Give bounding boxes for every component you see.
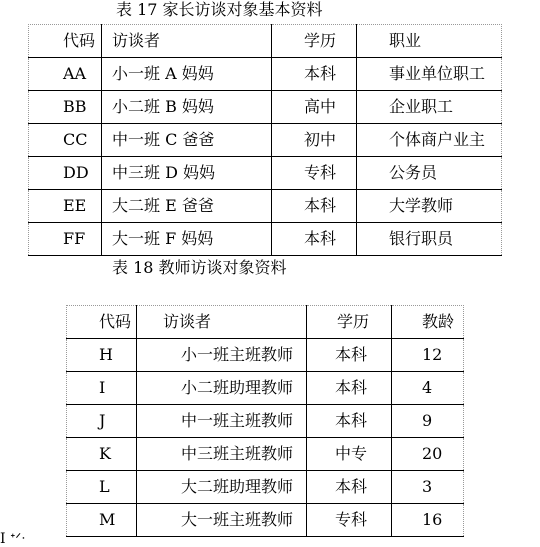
- table-row: [29, 58, 502, 91]
- table-cell: 小二班 B 妈妈: [102, 91, 272, 124]
- table-cell: 小一班 A 妈妈: [102, 58, 272, 91]
- table-cell: 20: [392, 438, 464, 471]
- table-cell: 中专: [307, 438, 392, 471]
- table-cell: 本科: [307, 405, 392, 438]
- table-cell: 16: [392, 504, 464, 537]
- parent-interviewee-table: [28, 24, 502, 256]
- table-cell: 初中: [272, 124, 357, 157]
- table-cell: 本科: [307, 372, 392, 405]
- table-cell: DD: [29, 157, 102, 190]
- table-header-row: [67, 306, 464, 339]
- header-teaching-years: 教龄: [392, 306, 464, 339]
- table-cell: 本科: [272, 190, 357, 223]
- header-education: 学历: [307, 306, 392, 339]
- table-cell: 专科: [307, 504, 392, 537]
- table-cell: 事业单位职工: [357, 58, 502, 91]
- table-cell: 本科: [307, 471, 392, 504]
- header-education: 学历: [272, 25, 357, 58]
- table-cell: 中三班主班教师: [137, 438, 307, 471]
- table-row: [29, 190, 502, 223]
- table-row: [29, 223, 502, 256]
- table-row: [67, 339, 464, 372]
- table-cell: 9: [392, 405, 464, 438]
- table-row: [29, 91, 502, 124]
- table-row: [67, 372, 464, 405]
- table-cell: 大一班 F 妈妈: [102, 223, 272, 256]
- table-cell: M: [67, 504, 137, 537]
- cropped-text-fragment: I ᐩᐟᐧ: [0, 531, 25, 547]
- table-header-row: [29, 25, 502, 58]
- table-row: [67, 405, 464, 438]
- table2-caption: 表 18 教师访谈对象资料: [112, 258, 287, 277]
- header-interviewee: 访谈者: [137, 306, 307, 339]
- table-cell: 大学教师: [357, 190, 502, 223]
- table-cell: H: [67, 339, 137, 372]
- table-cell: 小二班助理教师: [137, 372, 307, 405]
- table-cell: L: [67, 471, 137, 504]
- table-cell: 专科: [272, 157, 357, 190]
- teacher-interviewee-table: [66, 305, 464, 537]
- table-cell: 中一班主班教师: [137, 405, 307, 438]
- header-interviewee: 访谈者: [102, 25, 272, 58]
- header-occupation: 职业: [357, 25, 502, 58]
- table-cell: 中三班 D 妈妈: [102, 157, 272, 190]
- table-cell: 中一班 C 爸爸: [102, 124, 272, 157]
- table-cell: J: [67, 405, 137, 438]
- table-cell: 本科: [307, 339, 392, 372]
- table-cell: 大二班 E 爸爸: [102, 190, 272, 223]
- table-cell: 本科: [272, 58, 357, 91]
- table-cell: I: [67, 372, 137, 405]
- table-cell: 12: [392, 339, 464, 372]
- table-cell: 公务员: [357, 157, 502, 190]
- table-row: [67, 471, 464, 504]
- table-cell: K: [67, 438, 137, 471]
- table-cell: 3: [392, 471, 464, 504]
- table-cell: 银行职员: [357, 223, 502, 256]
- table-cell: 企业职工: [357, 91, 502, 124]
- table-cell: BB: [29, 91, 102, 124]
- table-cell: 大二班助理教师: [137, 471, 307, 504]
- table-cell: EE: [29, 190, 102, 223]
- table-cell: 大一班主班教师: [137, 504, 307, 537]
- table-cell: 本科: [272, 223, 357, 256]
- table-cell: AA: [29, 58, 102, 91]
- table1-caption: 表 17 家长访谈对象基本资料: [116, 0, 323, 19]
- table-row: [67, 504, 464, 537]
- table-cell: 高中: [272, 91, 357, 124]
- table-row: [29, 124, 502, 157]
- table-row: [29, 157, 502, 190]
- header-code: 代码: [29, 25, 102, 58]
- header-code: 代码: [67, 306, 137, 339]
- table-cell: 4: [392, 372, 464, 405]
- table-cell: FF: [29, 223, 102, 256]
- table-row: [67, 438, 464, 471]
- table-cell: CC: [29, 124, 102, 157]
- table-cell: 个体商户业主: [357, 124, 502, 157]
- table-cell: 小一班主班教师: [137, 339, 307, 372]
